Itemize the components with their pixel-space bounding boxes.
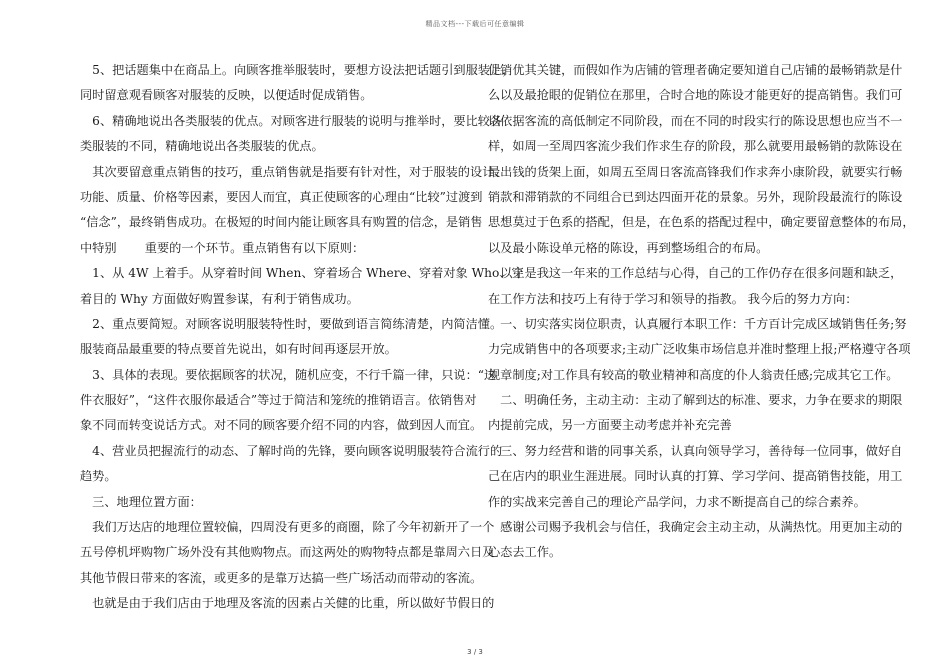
page-number: 3 / 3 (467, 648, 483, 656)
text-line: 4、营业员把握流行的动态、了解时尚的先锋，要向顾客说明服装符合流行的 (80, 443, 503, 458)
text-line: 趋势。 (80, 469, 117, 484)
text-line: 也就是由于我们店由于地理及客流的因素占关健的比重，所以做好节假日的 (80, 596, 495, 611)
text-line: 类服装的不同，精确地说出各类服装的优点。 (80, 139, 324, 154)
text-line: 五号停机坪购物广场外没有其他购物点。而这两处的购物特点都是靠周六日及 (80, 545, 495, 560)
text-line: 二、明确任务，主动主动：主动了解到达的标准、要求，力争在要求的期限 (488, 393, 903, 408)
text-line: 其次要留意重点销售的技巧，重点销售就是指要有针对性，对于服装的设计、 (80, 164, 507, 179)
text-line: 3、具体的表现。要依据顾客的状况，随机应变，不行千篇一律，只说：“这 (80, 367, 497, 382)
text-line: 力完成销售中的各项要求;主动广泛收集市场信息并准时整理上报;严格遵守各项 (488, 342, 911, 357)
text-line: 三、努力经营和谐的同事关系，认真向领导学习，善待每一位同事，做好自 (488, 443, 903, 458)
text-line: 6、精确地说出各类服装的优点。对顾客进行服装的说明与推举时，要比较各 (80, 113, 503, 128)
page-header: 精品文档---下载后可任意编辑 (425, 20, 525, 28)
text-line: 规章制度;对工作具有较高的敬业精神和高度的仆人翁责任感;完成其它工作。 (488, 367, 899, 382)
text-line: 促销优其关键，而假如作为店铺的管理者确定要知道自己店铺的最畅销款是什 (488, 63, 903, 77)
text-line: 我们万达店的地理位置较偏，四周没有更多的商圈，除了今年初新开了一个 (80, 520, 495, 535)
text-line: 件衣服好”，“这件衣服你最适合”等过于简洁和笼统的推销语言。依销售对 (80, 393, 477, 408)
left-column (80, 58, 524, 617)
text-line: 同时留意观看顾客对服装的反映，以便适时促成销售。 (80, 88, 373, 103)
text-line: 样，如周一至周四客流少我们作求生存的阶段，那么就要用最畅销的款陈设在 (488, 139, 903, 154)
text-line: 思想莫过于色系的搭配，但是，在色系的搭配过程中，确定要留意整体的布局， (488, 215, 915, 230)
text-line: 以及最小陈设单元格的陈设，再到整场组合的布局。 (488, 240, 769, 255)
text-line: 着目的 Why 方面做好购置参谋，有利于销售成功。 (80, 291, 359, 306)
text-line: 内提前完成，另一方面要主动考虑并补充完善 (488, 418, 732, 433)
text-line: 么以及最抢眼的促销位在那里，合时合地的陈设才能更好的提高销售。我们可 (488, 88, 903, 103)
text-line: 功能、质量、价格等因素，要因人而宜，真正使顾客的心理由“比较”过渡到 (80, 189, 483, 204)
text-line: 销款和滞销款的不同组合已到达四面开花的景象。另外，现阶段最流行的陈设 (488, 189, 903, 204)
text-line: “信念”，最终销售成功。在极短的时间内能让顾客具有购置的信念，是销售 (80, 215, 483, 230)
text-line: 在工作方法和技巧上有待于学习和领导的指教。 我今后的努力方向： (488, 291, 858, 306)
text-line: 作的实战来完善自己的理论产品学问，力求不断提高自己的综合素养。 (488, 494, 866, 509)
text-line: 中特别 重要的一个环节。重点销售有以下原则： (80, 240, 365, 255)
text-line: 最出钱的货架上面，如周五至周日客流高锋我们作求奔小康阶段，就要实行畅 (488, 164, 903, 179)
text-line: 2、重点要简短。对顾客说明服装特性时，要做到语言简练清楚，内简洁懂。 (80, 316, 503, 331)
text-line: 1、从 4W 上着手。从穿着时间 When、穿着场合 Where、穿着对象 Who、穿 (80, 266, 524, 281)
text-line: 三、地理位置方面： (80, 494, 202, 509)
text-line: 一、切实落实岗位职责，认真履行本职工作：千方百计完成区域销售任务;努 (488, 316, 907, 331)
right-column (488, 58, 915, 566)
text-line: 以上是我这一年来的工作总结与心得，自己的工作仍存在很多问题和缺乏， (488, 266, 903, 281)
text-line: 象不同而转变说话方式。对不同的顾客要介绍不同的内容，做到因人而宜。 (80, 418, 483, 433)
text-line: 以依据客流的高低制定不同阶段，而在不同的时段实行的陈设思想也应当不一 (488, 113, 903, 128)
text-line: 己在店内的职业生涯进展。同时认真的打算、学习学问、提高销售技能，用工 (488, 469, 903, 484)
text-line: 服装商品最重要的特点要首先说出，如有时间再逐层开放。 (80, 342, 397, 357)
text-line: 心态去工作。 (488, 545, 562, 560)
text-line: 其他节假日带来的客流，或更多的是靠万达搞一些广场活动而带动的客流。 (80, 570, 483, 585)
text-line: 感谢公司赐予我机会与信任，我确定会主动主动，从满热忱。用更加主动的 (488, 520, 903, 535)
text-line: 5、把话题集中在商品上。向顾客推举服装时，要想方设法把话题引到服装上， (80, 63, 515, 77)
